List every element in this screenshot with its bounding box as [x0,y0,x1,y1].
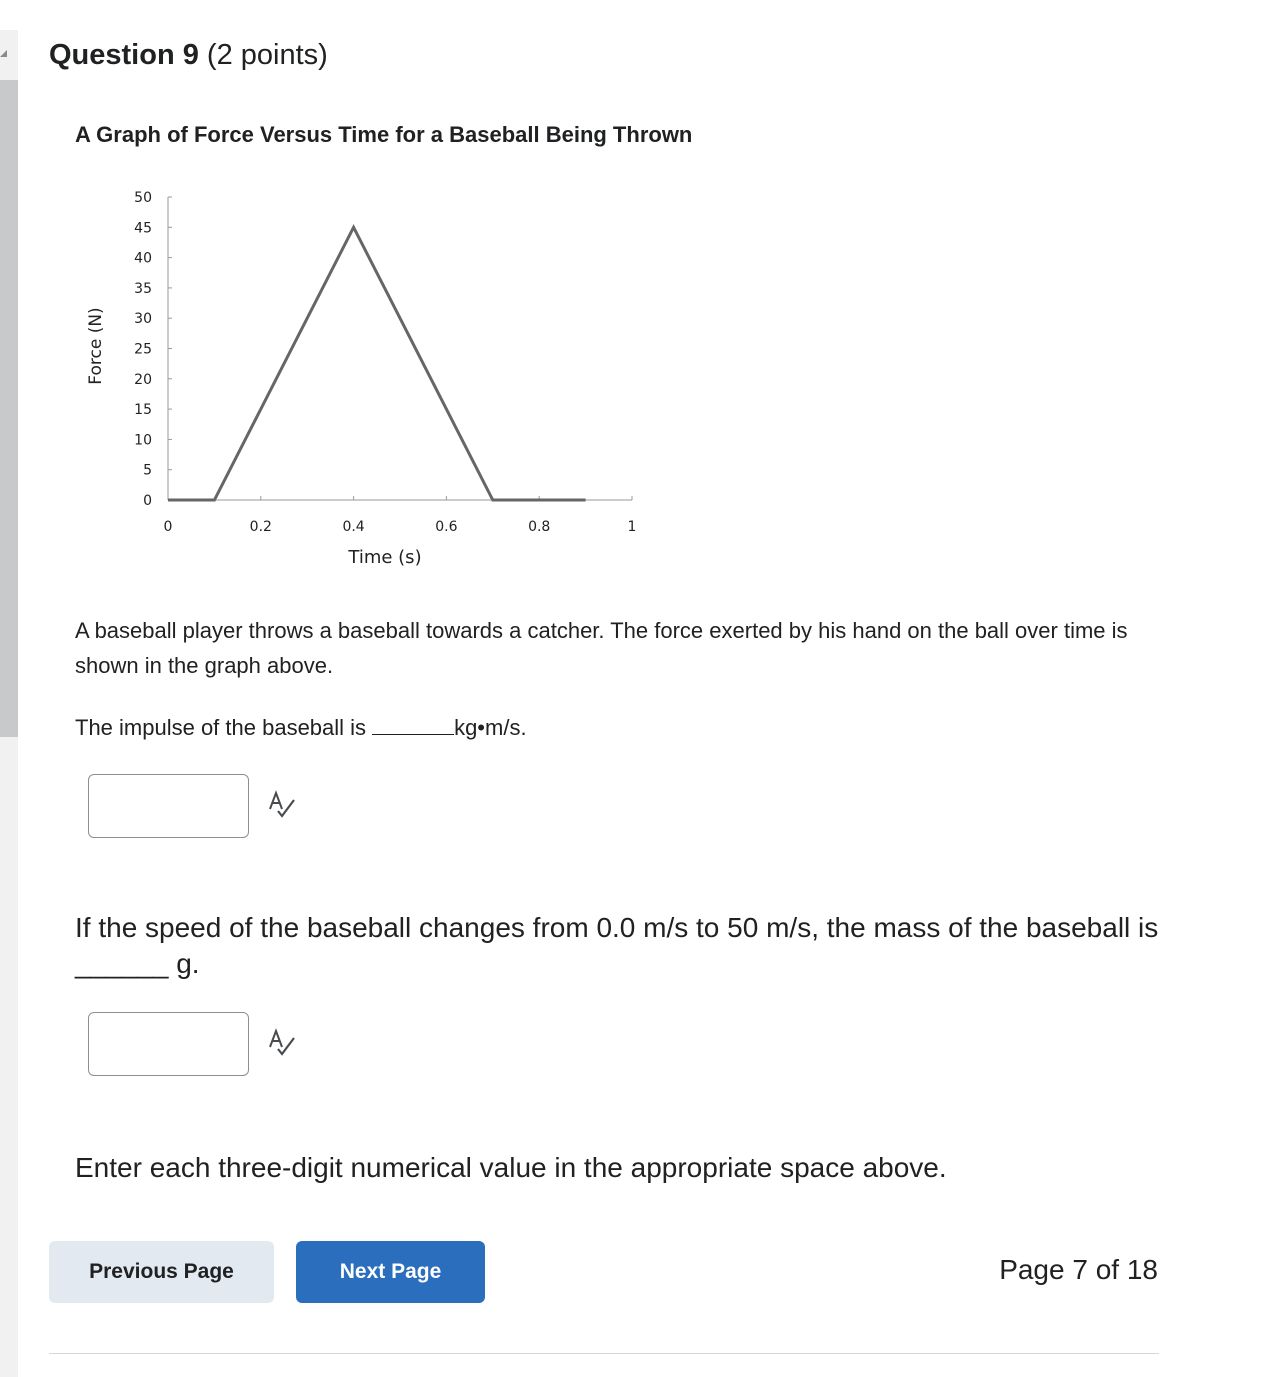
question-title [49,38,328,72]
force-time-chart [75,180,675,580]
y-axis-label: Force (N) [86,307,106,385]
next-page-button[interactable]: Next Page [296,1241,485,1303]
page-status: Page 7 of 18 [999,1254,1158,1285]
x-tick-label: 1 [627,519,637,535]
bottom-divider [49,1353,1159,1354]
impulse-blank [372,716,454,735]
impulse-answer-input[interactable] [88,774,249,838]
question-number: Question 9 [49,39,199,71]
x-axis-label: Time (s) [348,547,422,568]
y-tick-label: 45 [134,220,152,237]
x-tick-label: 0.2 [249,519,272,535]
impulse-unit: kg•m/s. [454,715,527,740]
impulse-prompt [75,710,1165,745]
previous-page-button[interactable]: Previous Page [49,1241,274,1303]
question-points: (2 points) [206,39,328,71]
y-tick-label: 50 [134,190,152,206]
y-tick-label: 20 [134,371,152,388]
y-tick-label: 0 [143,493,152,509]
x-tick-label: 0.6 [435,519,458,535]
y-tick-label: 40 [134,250,152,267]
spellcheck-icon[interactable] [267,1027,297,1057]
y-tick-label: 10 [134,432,152,449]
x-tick-label: 0 [163,519,173,535]
impulse-prompt-text: The impulse of the baseball is [75,715,367,740]
mass-prompt: If the speed of the baseball changes from 0.0 m/s to 50 m/s, the mass of the baseball is ______ g. [75,912,1159,979]
left-rail-scroll-thumb[interactable] [0,80,18,737]
figure-title: A Graph of Force Versus Time for a Baseball Being Thrown [75,122,693,147]
instructions: Enter each three-digit numerical value in the appropriate space above. [75,1152,947,1183]
corner-arrow-icon [0,50,7,57]
y-tick-label: 35 [134,280,152,297]
force-series-line [168,227,586,500]
mass-answer-input[interactable] [88,1012,249,1076]
y-tick-label: 15 [134,402,152,419]
question-description: A baseball player throws a baseball towards a catcher. The force exerted by his hand on the ball over time is shown in the graph above. [75,618,1128,678]
y-tick-label: 30 [134,311,152,328]
x-tick-label: 0.8 [528,519,551,535]
y-tick-label: 5 [143,462,152,479]
x-tick-label: 0.4 [342,519,365,535]
y-tick-label: 25 [134,341,152,358]
spellcheck-icon[interactable] [267,789,297,819]
